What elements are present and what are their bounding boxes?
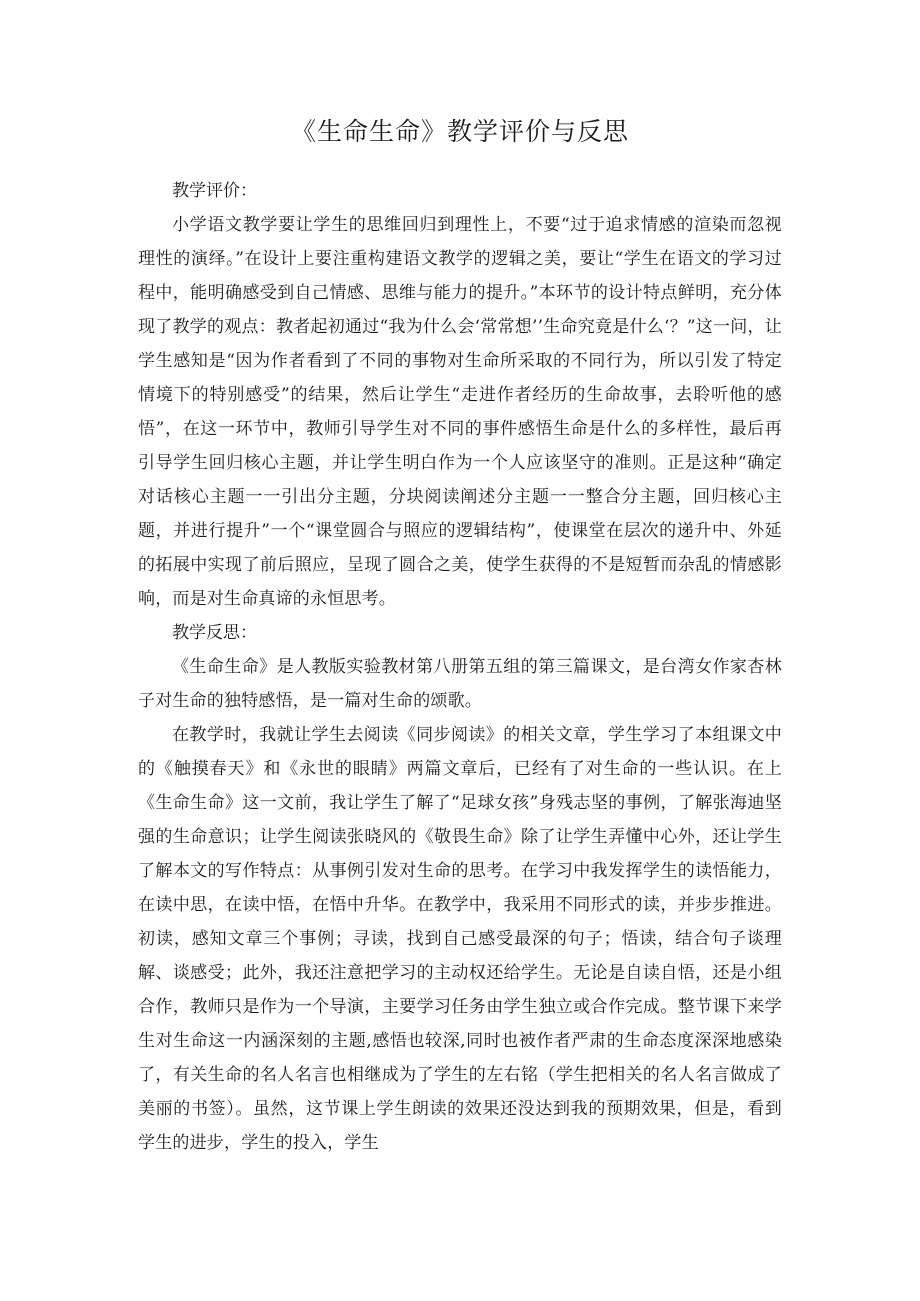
page-title: 《生命生命》教学评价与反思 — [290, 117, 629, 146]
section-heading-evaluation: 教学评价： — [172, 181, 257, 201]
reflection-paragraph-1: 《生命生命》是人教版实验教材第八册第五组的第三篇课文，是台湾女作家杏林子对生命的独特感悟，是一篇对生命的颂歌。 — [138, 657, 782, 711]
evaluation-paragraph-1: 小学语文教学要让学生的思维回归到理性上，不要“过于追求情感的渲染而忽视理性的演绎。”在设计上要注重构建语文教学的逻辑之美，要让“学生在语文的学习过程中，能明确感受到自己情感、思维与能力的提升。”本环节的设计特点鲜明，充分体现了教学的观点：教者起初通过“我为什么会‘常常想’’生命究竟是什么‘？”这一问，让学生感知是“因为作者看到了不同的事物对生命所采取的不同行为，所以引发了特定情境下的特别感受”的结果，然后让学生“走进作者经历的生命故事，去聆听他的感悟”，在这一环节中，教师引导学生对不同的事件感悟生命是什么的多样性，最后再引导学生回归核心主题，并让学生明白作为一个人应该坚守的准则。正是这种“确定对话核心主题一一引出分主题，分块阅读阐述分主题一一整合分主题，回归核心主题，并进行提升”一个“课堂圆合与照应的逻辑结构”，使课堂在层次的递升中、外延的拓展中实现了前后照应，呈现了圆合之美，使学生获得的不是短暂而杂乱的情感影响，而是对生命真谛的永恒思考。 — [138, 215, 782, 609]
section-heading-reflection: 教学反思： — [172, 623, 257, 643]
reflection-paragraph-2: 在教学时，我就让学生去阅读《同步阅读》的相关文章，学生学习了本组课文中的《触摸春天》和《永世的眼睛》两篇文章后，已经有了对生命的一些认识。在上《生命生命》这一文前，我让学生了解了“足球女孩”身残志坚的事例，了解张海迪坚强的生命意识；让学生阅读张晓风的《敬畏生命》除了让学生弄懂中心外，还让学生了解本文的写作特点：从事例引发对生命的思考。在学习中我发挥学生的读悟能力，在读中思，在读中悟，在悟中升华。在教学中，我采用不同形式的读，并步步推进。初读，感知文章三个事例；寻读，找到自己感受最深的句子；悟读，结合句子谈理解、谈感受；此外，我还注意把学习的主动权还给学生。无论是自读自悟，还是小组合作，教师只是作为一个导演，主要学习任务由学生独立或合作完成。整节课下来学生对生命这一内涵深刻的主题,感悟也较深,同时也被作者严肃的生命态度深深地感染了，有关生命的名人名言也相继成为了学生的左右铭（学生把相关的名人名言做成了美丽的书签）。虽然，这节课上学生朗读的效果还没达到我的预期效果，但是，看到学生的进步，学生的投入，学生 — [138, 725, 782, 1153]
